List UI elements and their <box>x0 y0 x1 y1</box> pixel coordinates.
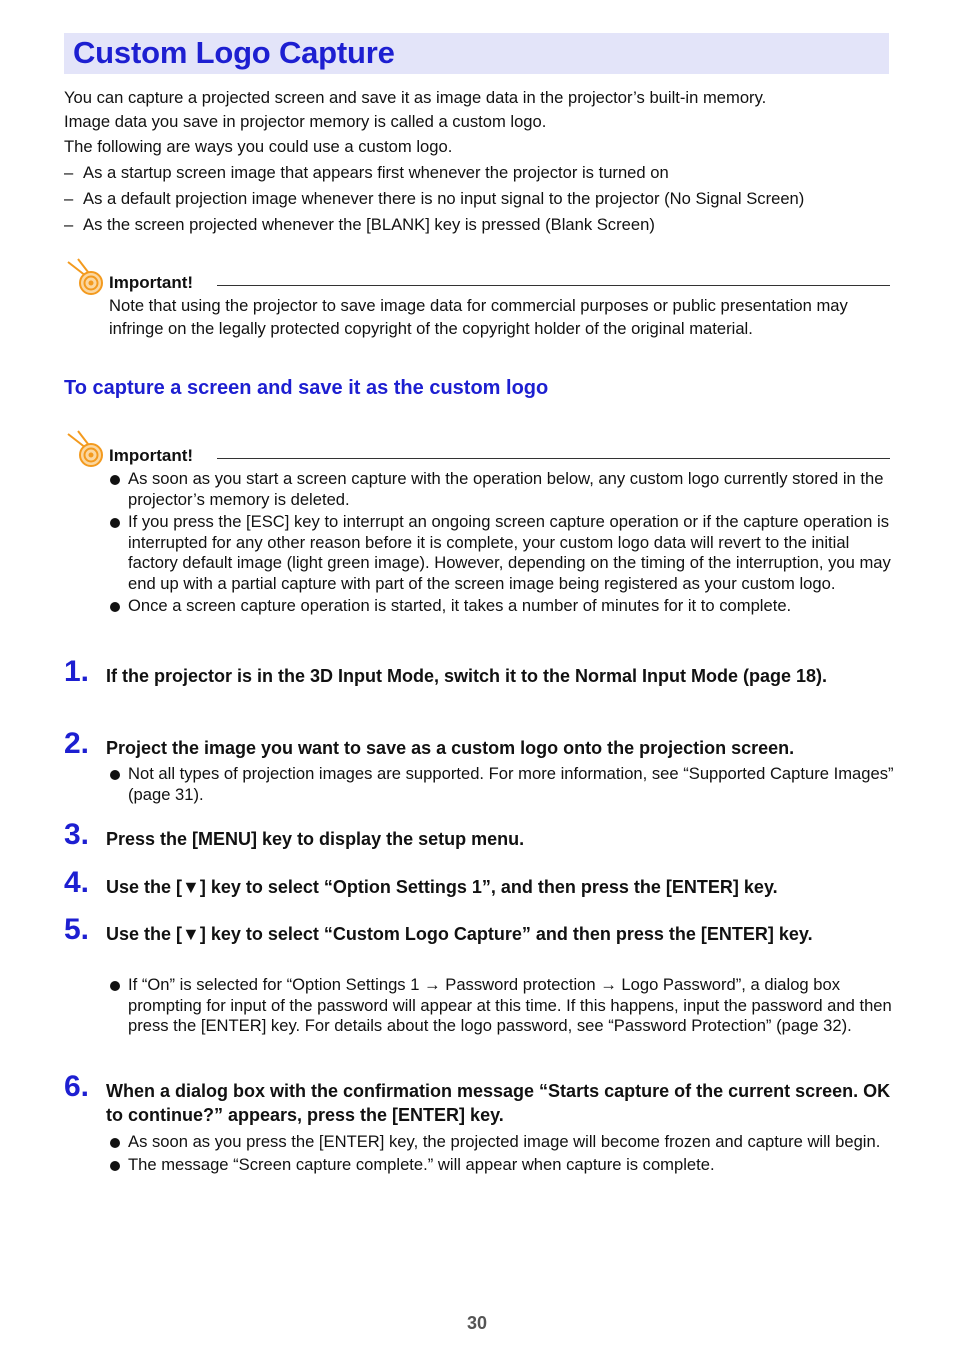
bullet-text: If you press the [ESC] key to interrupt an ongoing screen capture operation or if the capture operation is interrupted for any other reason before it is complete, your custom logo data will revert to the initial factory default image (light green image). However, depending on the timing of the interruption, you may end up with a partial capture with part of the screen image being registered as your custom logo. <box>128 512 891 593</box>
important-note-1 <box>64 256 890 346</box>
step-number: 2. <box>64 727 90 760</box>
list-item <box>108 975 898 1037</box>
step-text: Use the [▼] key to select “Custom Logo Capture” and then press the [ENTER] key. <box>106 924 813 944</box>
bullet-text: As soon as you start a screen capture with the operation below, any custom logo currently stored in the projector’s memory is deleted. <box>128 469 884 509</box>
bullet-text: As soon as you press the [ENTER] key, the projected image will become frozen and capture will begin. <box>128 1132 881 1151</box>
important-rule <box>217 458 890 459</box>
list-item <box>108 512 898 594</box>
bullet-text: Once a screen capture operation is started, it takes a number of minutes for it to complete. <box>128 596 792 615</box>
step-2-bullets <box>108 764 898 807</box>
step-text: If the projector is in the 3D Input Mode, switch it to the Normal Input Mode (page 18). <box>106 666 828 686</box>
step-text: Use the [▼] key to select “Option Settings 1”, and then press the [ENTER] key. <box>106 877 778 897</box>
step-number: 6. <box>64 1070 90 1103</box>
step-number: 4. <box>64 866 90 899</box>
dash-item-text: As a default projection image whenever there is no input signal to the projector (No Signal Screen) <box>83 189 805 208</box>
intro-line: The following are ways you could use a custom logo. <box>64 137 453 156</box>
step-6-bullets <box>108 1132 898 1177</box>
dash-marker: – <box>64 163 74 182</box>
important-target-icon <box>64 428 106 468</box>
important-heading: Important! <box>109 273 194 292</box>
dash-item-text: As the screen projected whenever the [BLANK] key is pressed (Blank Screen) <box>83 215 655 234</box>
step-text: Project the image you want to save as a custom logo onto the projection screen. <box>106 738 795 758</box>
title-bar <box>64 33 889 74</box>
step-number: 1. <box>64 655 90 688</box>
step-text: Press the [MENU] key to display the setup menu. <box>106 829 525 849</box>
bullet-icon <box>110 1138 120 1148</box>
dash-item-text: As a startup screen image that appears first whenever the projector is turned on <box>83 163 669 182</box>
bullet-icon <box>110 518 120 528</box>
important-note-2 <box>64 428 890 468</box>
dash-list-item <box>64 213 904 237</box>
dash-list-item <box>64 187 904 211</box>
important-target-icon <box>64 256 106 296</box>
bullet-icon <box>110 981 120 991</box>
important-text: Note that using the projector to save image data for commercial purposes or public presentation may infringe on the legally protected copyright of the copyright holder of the original material. <box>109 296 848 338</box>
bullet-icon <box>110 602 120 612</box>
dash-marker: – <box>64 189 74 208</box>
important-rule <box>217 285 890 286</box>
important-bullets <box>108 469 898 619</box>
intro-line: You can capture a projected screen and save it as image data in the projector’s built-in memory. <box>64 88 767 107</box>
step-number: 5. <box>64 913 90 946</box>
dash-list-item <box>64 161 904 185</box>
intro-section <box>64 86 904 237</box>
bullet-icon <box>110 770 120 780</box>
bullet-text: The message “Screen capture complete.” will appear when capture is complete. <box>128 1154 715 1174</box>
page-title: Custom Logo Capture <box>73 35 395 70</box>
bullet-text: Not all types of projection images are supported. For more information, see “Supported Capture Images” (page 31). <box>128 764 894 804</box>
list-item <box>108 1155 898 1176</box>
page-number: 30 <box>466 1313 488 1333</box>
intro-line: Image data you save in projector memory is called a custom logo. <box>64 112 547 131</box>
list-item <box>108 469 898 510</box>
list-item <box>108 1132 898 1153</box>
list-item <box>108 764 898 805</box>
step-number: 3. <box>64 818 90 851</box>
bullet-icon <box>110 475 120 485</box>
dash-marker: – <box>64 215 74 234</box>
step-text: When a dialog box with the confirmation message “Starts capture of the current screen. OK to continue?” appears, press the [ENTER] key. <box>106 1081 891 1125</box>
list-item <box>108 596 898 617</box>
important-heading: Important! <box>109 446 194 465</box>
bullet-text: If “On” is selected for “Option Settings 1 → Password protection → Logo Password”, a dialog box prompting for input of the password will appear at this time. If this happens, input the password and then press the [ENTER] key. For details about the logo password, see “Password Protection” (page 32). <box>128 975 892 1035</box>
section-subheading: To capture a screen and save it as the custom logo <box>64 377 549 399</box>
step-5-bullets <box>108 975 898 1039</box>
bullet-icon <box>110 1161 120 1171</box>
